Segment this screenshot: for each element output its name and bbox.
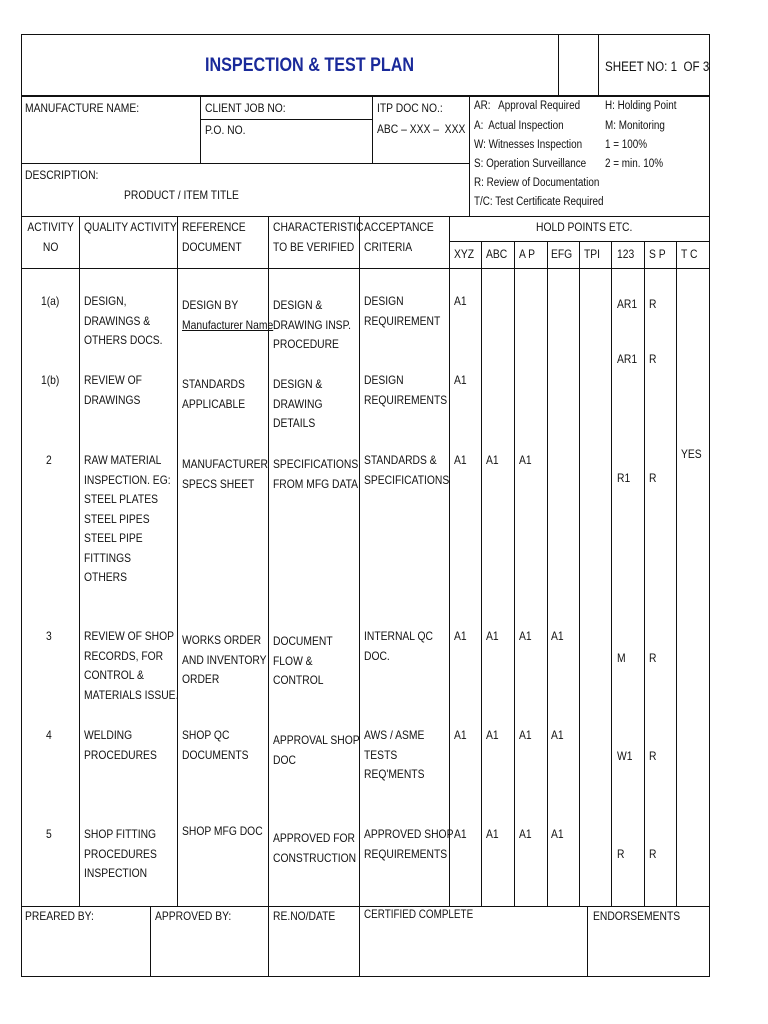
cell-ap: A1 <box>519 827 532 841</box>
certified-complete-label: CERTIFIED COMPLETE <box>364 909 474 921</box>
quality-activity: REVIEW OF SHOP RECORDS, FOR CONTROL & MATERIALS ISSUE. <box>84 629 179 702</box>
characteristic: DESIGN & DRAWING DETAILS <box>273 377 323 430</box>
cell-abc: A1 <box>486 629 499 643</box>
description-label: DESCRIPTION: <box>25 168 99 182</box>
characteristic: APPROVAL SHOP DOC <box>273 733 360 767</box>
cell-efg: A1 <box>551 629 564 643</box>
cell-sp: R <box>649 651 657 665</box>
cell-abc: A1 <box>486 827 499 841</box>
cell-ap: A1 <box>519 728 532 742</box>
cell-123: AR1 <box>617 352 638 366</box>
reference-document: STANDARDS APPLICABLE <box>182 377 246 411</box>
cell-ap: A1 <box>519 453 532 467</box>
legend-item: H: Holding Point <box>605 100 677 112</box>
sheet-number: SHEET NO: 1 OF 3 <box>605 59 710 74</box>
column-header-abc: ABC <box>486 247 508 261</box>
cell-tc: YES <box>681 447 702 461</box>
cell-123: AR1 <box>617 297 638 311</box>
acceptance-criteria: APPROVED SHOP REQUIREMENTS <box>364 827 454 861</box>
cell-123: R <box>617 847 625 861</box>
characteristic: DESIGN & DRAWING INSP. PROCEDURE <box>273 298 351 351</box>
acceptance-criteria: DESIGN REQUIREMENTS <box>364 373 448 407</box>
column-header-xyz: XYZ <box>454 247 475 261</box>
column-header-tpi: TPI <box>584 247 601 261</box>
column-header-efg: EFG <box>551 247 573 261</box>
cell-xyz: A1 <box>454 453 467 467</box>
acceptance-criteria: DESIGN REQUIREMENT <box>364 294 441 328</box>
cell-abc: A1 <box>486 453 499 467</box>
activity-no: 2 <box>46 453 52 467</box>
column-header-reference-document: REFERENCE DOCUMENT <box>182 220 246 254</box>
column-header-sp: S P <box>649 247 666 261</box>
reference-document: WORKS ORDER AND INVENTORY ORDER <box>182 633 267 686</box>
reference-document-manufacturer: Manufacturer Name <box>182 318 274 332</box>
legend-item: 2 = min. 10% <box>605 158 664 170</box>
column-header-characteristic: CHARACTERISTIC TO BE VERIFIED <box>273 220 364 254</box>
activity-no: 1(a) <box>41 294 60 308</box>
column-header-acceptance-criteria: ACCEPTANCE CRITERIA <box>364 220 434 254</box>
manufacture-name-label: MANUFACTURE NAME: <box>25 101 140 115</box>
acceptance-criteria: AWS / ASME TESTS REQ'MENTS <box>364 728 425 781</box>
activity-no: 5 <box>46 827 52 841</box>
column-header-ap: A P <box>519 247 536 261</box>
cell-efg: A1 <box>551 728 564 742</box>
cell-abc: A1 <box>486 728 499 742</box>
approved-by-label: APPROVED BY: <box>155 909 232 923</box>
column-header-activity-no: ACTIVITY NO <box>27 220 74 254</box>
reference-document: MANUFACTURER SPECS SHEET <box>182 457 269 491</box>
itp-doc-no-label: ITP DOC NO.: <box>377 101 443 115</box>
cell-ap: A1 <box>519 629 532 643</box>
activity-no: 3 <box>46 629 52 643</box>
characteristic: DOCUMENT FLOW & CONTROL <box>273 634 333 687</box>
cell-123: M <box>617 651 626 665</box>
cell-sp: R <box>649 352 657 366</box>
cell-xyz: A1 <box>454 294 467 308</box>
client-job-no-label: CLIENT JOB NO: <box>205 101 286 115</box>
cell-sp: R <box>649 471 657 485</box>
prepared-by-label: PREARED BY: <box>25 909 94 923</box>
cell-efg: A1 <box>551 827 564 841</box>
itp-doc-no-value: ABC – XXX – XXX <box>377 122 466 136</box>
po-no-label: P.O. NO. <box>205 123 246 137</box>
cell-123: W1 <box>617 749 633 763</box>
activity-no: 1(b) <box>41 373 60 387</box>
cell-sp: R <box>649 297 657 311</box>
quality-activity: WELDING PROCEDURES <box>84 728 157 762</box>
page-title: INSPECTION & TEST PLAN <box>205 55 415 76</box>
quality-activity: REVIEW OF DRAWINGS <box>84 373 142 407</box>
column-header-quality-activity: QUALITY ACTIVITY <box>84 220 177 234</box>
cell-sp: R <box>649 749 657 763</box>
quality-activity: RAW MATERIAL INSPECTION. EG: STEEL PLATES STEEL PIPES STEEL PIPE FITTINGS OTHERS <box>84 453 171 584</box>
quality-activity: DESIGN, DRAWINGS & OTHERS DOCS. <box>84 294 163 347</box>
characteristic: SPECIFICATIONS FROM MFG DATA <box>273 457 359 491</box>
endorsements-label: ENDORSEMENTS <box>593 909 681 923</box>
characteristic: APPROVED FOR CONSTRUCTION <box>273 831 357 865</box>
legend-item: W: Witnesses Inspection <box>474 139 583 151</box>
legend-item: T/C: Test Certificate Required <box>474 196 604 208</box>
cell-123: R1 <box>617 471 631 485</box>
quality-activity: SHOP FITTING PROCEDURES INSPECTION <box>84 827 157 880</box>
legend-item: S: Operation Surveillance <box>474 158 587 170</box>
legend-item: R: Review of Documentation <box>474 177 600 189</box>
legend-item: M: Monitoring <box>605 120 665 132</box>
re-no-date-label: RE.NO/DATE <box>273 909 336 923</box>
cell-xyz: A1 <box>454 629 467 643</box>
legend-item: A: Actual Inspection <box>474 120 564 132</box>
cell-xyz: A1 <box>454 728 467 742</box>
legend-item: AR: Approval Required <box>474 100 581 112</box>
column-header-123: 123 <box>617 247 635 261</box>
reference-document: SHOP MFG DOC <box>182 824 263 838</box>
acceptance-criteria: STANDARDS & SPECIFICATIONS <box>364 453 450 487</box>
activity-no: 4 <box>46 728 52 742</box>
cell-xyz: A1 <box>454 373 467 387</box>
column-header-hold-points: HOLD POINTS ETC. <box>536 220 633 234</box>
cell-sp: R <box>649 847 657 861</box>
reference-document: SHOP QC DOCUMENTS <box>182 728 249 762</box>
reference-document: DESIGN BY <box>182 298 239 312</box>
column-header-tc: T C <box>681 247 698 261</box>
cell-xyz: A1 <box>454 827 467 841</box>
acceptance-criteria: INTERNAL QC DOC. <box>364 629 434 663</box>
description-value: PRODUCT / ITEM TITLE <box>124 188 239 202</box>
legend-item: 1 = 100% <box>605 139 648 151</box>
